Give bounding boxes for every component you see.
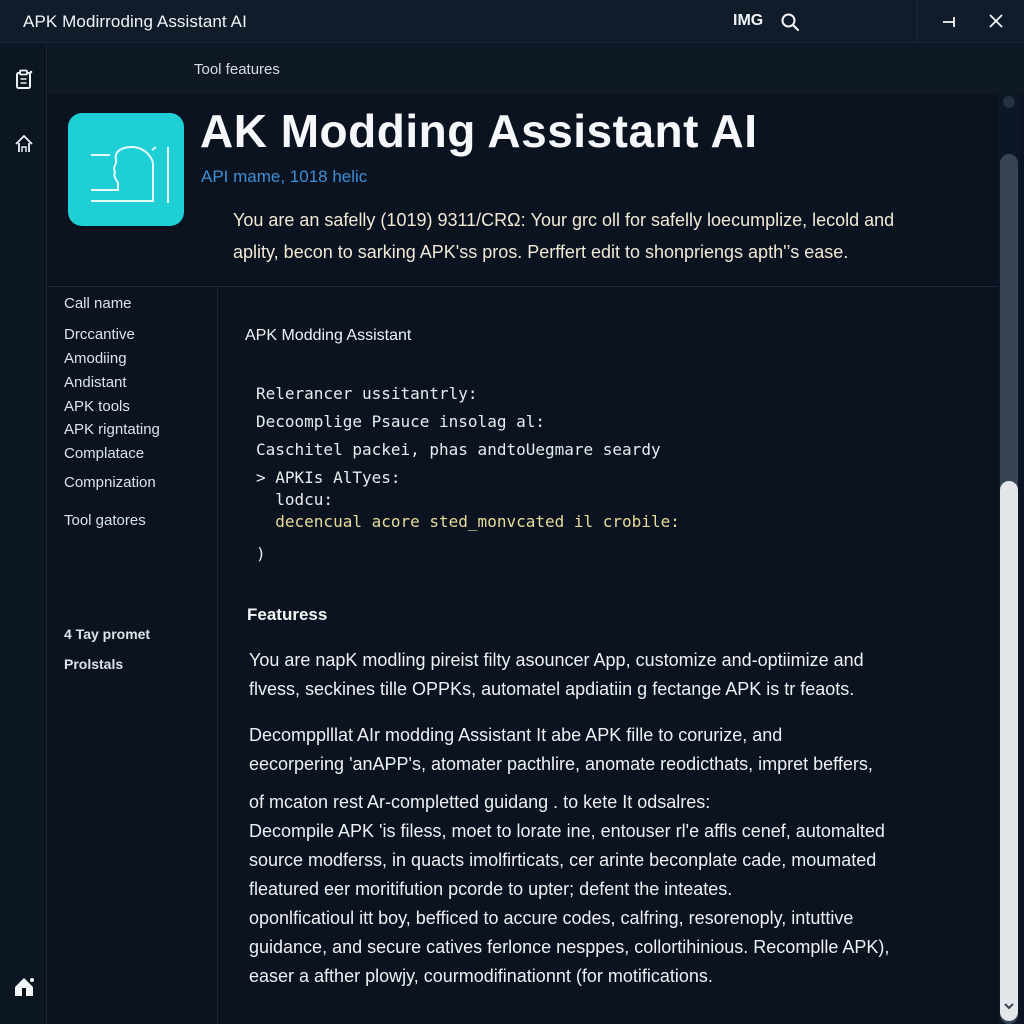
features-heading: Featuress <box>247 605 328 624</box>
app-subtitle-link[interactable]: API mame, 1018 helic <box>201 167 368 186</box>
nav-item-tay-promet[interactable]: 4 Tay promet <box>64 626 151 642</box>
nav-item-apk-tools[interactable]: APK tools <box>64 398 130 415</box>
nav-item-apk-rigntating[interactable]: APK rigntating <box>64 421 160 438</box>
clipboard-icon[interactable] <box>13 68 35 90</box>
vertical-scrollbar[interactable] <box>998 94 1020 1024</box>
window-title: APK Modirroding Assistant AI <box>23 12 247 31</box>
code-line: > APKIs AlTyes: <box>256 468 401 487</box>
icon-rail <box>0 44 47 1024</box>
main-content <box>219 288 998 1024</box>
description-line: aplity, becon to sarking APK'ss pros. Perffert edit to shonpriengs apth'’s ease. <box>233 242 849 262</box>
code-line: Caschitel packei, phas andtoUegmare seardy <box>256 440 661 459</box>
features-paragraph-2 <box>249 721 969 779</box>
paragraph-line: flvess, seckines tille OPPKs, automatel apdiatiin g fectange APK is tr feaots. <box>249 679 855 699</box>
paragraph-line: oponlficatioul itt boy, befficed to accure codes, calfring, resorenoply, intuttive <box>249 908 854 928</box>
paragraph-line: of mcaton rest Ar-completted guidang . to kete It odsalres: <box>249 792 711 812</box>
paragraph-line: source modferss, in quacts imolfirticats, cer arinte beconplate cade, moumated <box>249 850 877 870</box>
search-icon[interactable] <box>780 12 800 32</box>
code-line: Relerancer ussitantrly: <box>256 384 478 403</box>
titlebar-divider <box>917 0 918 42</box>
home-outline-icon[interactable] <box>13 133 35 155</box>
paragraph-line: You are napK modling pireist filty asouncer App, customize and-optiimize and <box>249 650 864 670</box>
code-line: ) <box>256 544 266 563</box>
nav-item-tool-gatores[interactable]: Tool gatores <box>64 512 146 529</box>
paragraph-line: Decompplllat AIr modding Assistant It abe APK fille to corurize, and <box>249 725 783 745</box>
paragraph-line: fleatured eer moritifution pcorde to upter; defent the inteates. <box>249 879 733 899</box>
minimize-icon[interactable] <box>940 12 960 32</box>
chevron-up-icon[interactable] <box>1003 96 1015 108</box>
paragraph-line: guidance, and secure catives ferlonce nesppes, collortihinious. Recomplle APK), <box>249 937 890 957</box>
section-title: APK Modding Assistant <box>245 327 412 344</box>
nav-item-compnization[interactable]: Compnization <box>64 474 156 491</box>
code-line-highlight: decencual acore sted_monvcated il crobile: <box>256 512 680 531</box>
nav-item-complatace[interactable]: Complatace <box>64 445 145 462</box>
tool-features-tab[interactable]: Tool features <box>194 61 280 78</box>
home-filled-icon[interactable] <box>13 976 35 998</box>
close-icon[interactable] <box>986 11 1006 31</box>
title-bar <box>0 0 1024 43</box>
paragraph-line: easer a afther plowjy, courmodifinationnt (for motifications. <box>249 966 713 986</box>
scrollbar-thumb[interactable] <box>1000 481 1018 1021</box>
nav-item-prolstals[interactable]: Prolstals <box>64 656 124 672</box>
nav-item-call-name[interactable]: Call name <box>64 295 132 312</box>
chevron-down-icon[interactable] <box>1003 999 1015 1011</box>
paragraph-line: Decompile APK 'is filess, moet to lorate ine, entouser rl'e affls cenef, automalted <box>249 821 885 841</box>
app-description <box>233 204 993 268</box>
code-line: lodcu: <box>256 490 334 509</box>
nav-item-andistant[interactable]: Andistant <box>64 374 127 391</box>
features-paragraph-3 <box>249 788 969 991</box>
img-button[interactable]: IMG <box>733 12 764 29</box>
code-line: Decoomplige Psauce insolag al: <box>256 412 545 431</box>
page-title: AK Modding Assistant AI <box>200 105 758 157</box>
left-nav-panel <box>48 288 218 1024</box>
hero-section <box>48 94 998 287</box>
features-paragraph-1 <box>249 646 969 704</box>
nav-item-amodiing[interactable]: Amodiing <box>64 350 127 367</box>
app-logo-icon <box>68 113 184 226</box>
subheader <box>48 44 1024 94</box>
description-line: You are an safelly (1019) 9311/CRΩ: Your grc oll for safelly loecumplize, lecold and <box>233 210 895 230</box>
paragraph-line: eecorpering 'anAPP's, atomater pacthlire, anomate reodicthats, impret beffers, <box>249 754 873 774</box>
nav-item-drccantive[interactable]: Drccantive <box>64 326 135 343</box>
